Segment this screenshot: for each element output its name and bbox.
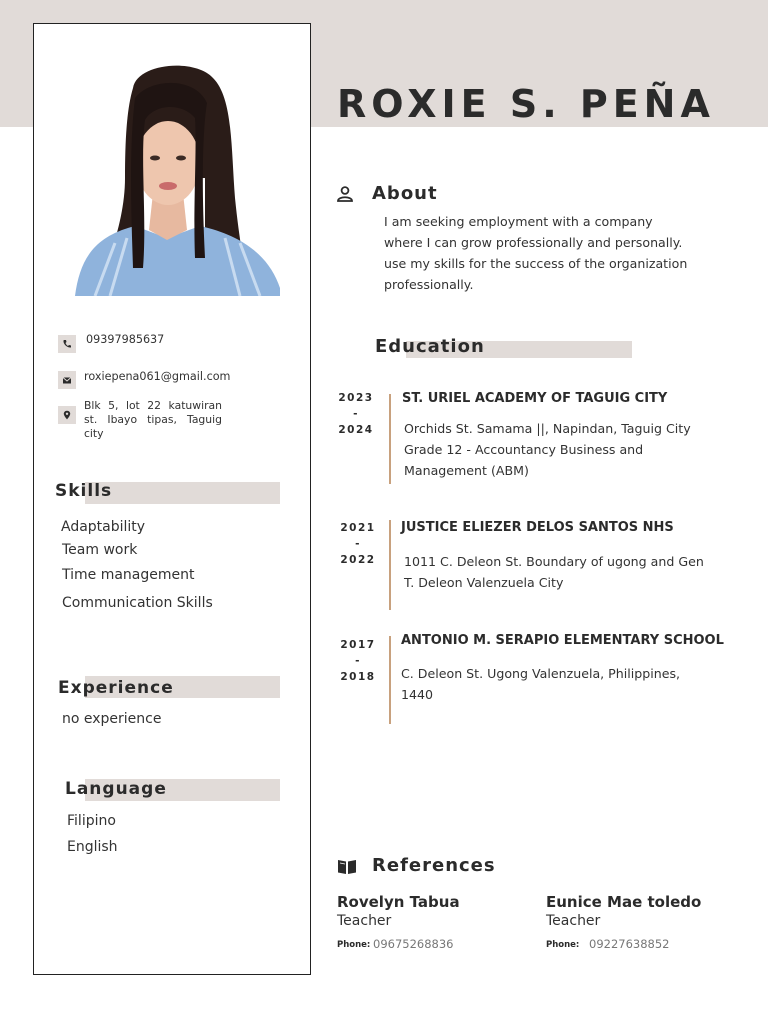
candidate-name: ROXIE S. PEÑA: [337, 82, 715, 126]
reference-name: Rovelyn Tabua: [337, 893, 460, 911]
envelope-icon: [58, 371, 76, 389]
home-address: Blk 5, lot 22 katuwiran st. Ibayo tipas, Taguig city: [84, 399, 222, 440]
education-years: [338, 520, 378, 568]
reference-phone-label: Phone:: [546, 940, 580, 950]
email-address: roxiepena061@gmail.com: [84, 370, 231, 383]
book-icon: [337, 858, 357, 879]
language-heading: Language: [65, 779, 167, 799]
skill-item: Time management: [62, 567, 195, 583]
experience-heading: Experience: [58, 678, 174, 698]
school-name: JUSTICE ELIEZER DELOS SANTOS NHS: [401, 520, 674, 535]
skills-heading-bar: [85, 482, 280, 504]
school-name: ST. URIEL ACADEMY OF TAGUIG CITY: [402, 391, 668, 406]
reference-phone: 09675268836: [373, 937, 454, 951]
timeline-line: [389, 636, 391, 724]
year-separator: -: [353, 408, 359, 420]
timeline-line: [389, 394, 391, 484]
language-item: Filipino: [67, 813, 116, 829]
year-end: 2018: [340, 671, 376, 683]
school-name: ANTONIO M. SERAPIO ELEMENTARY SCHOOL: [401, 633, 724, 648]
education-heading: Education: [375, 336, 485, 357]
phone-number: 09397985637: [86, 333, 165, 346]
references-heading: References: [372, 855, 496, 876]
about-heading: About: [372, 183, 438, 204]
year-end: 2024: [338, 424, 374, 436]
school-details: Orchids St. Samama ||, Napindan, Taguig City Grade 12 - Accountancy Business and Management (ABM): [404, 421, 691, 478]
reference-name: Eunice Mae toledo: [546, 893, 702, 911]
year-start: 2023: [338, 392, 374, 404]
year-end: 2022: [340, 554, 376, 566]
school-details: 1011 C. Deleon St. Boundary of ugong and Gen T. Deleon Valenzuela City: [404, 554, 704, 590]
phone-icon: [58, 335, 76, 353]
education-years: [336, 390, 376, 438]
timeline-line: [389, 520, 391, 610]
skill-item: Adaptability: [61, 519, 146, 535]
skills-heading: Skills: [55, 481, 113, 501]
year-separator: -: [355, 655, 361, 667]
education-years: [338, 637, 378, 685]
reference-role: Teacher: [337, 913, 392, 929]
language-item: English: [67, 839, 118, 855]
year-start: 2017: [340, 639, 376, 651]
year-start: 2021: [340, 522, 376, 534]
experience-item: no experience: [62, 711, 162, 727]
reference-phone-label: Phone:: [337, 940, 371, 950]
person-icon: [336, 185, 354, 207]
school-details: C. Deleon St. Ugong Valenzuela, Philippines, 1440: [401, 666, 681, 702]
reference-role: Teacher: [546, 913, 601, 929]
reference-phone: 09227638852: [589, 937, 670, 951]
profile-photo: [55, 58, 280, 296]
skill-item: Team work: [62, 542, 138, 558]
location-pin-icon: [58, 406, 76, 424]
skill-item: Communication Skills: [62, 595, 213, 611]
year-separator: -: [355, 538, 361, 550]
about-text: I am seeking employment with a company where I can grow professionally and personally. use my skills for the success of the organization professionally.: [384, 214, 688, 292]
